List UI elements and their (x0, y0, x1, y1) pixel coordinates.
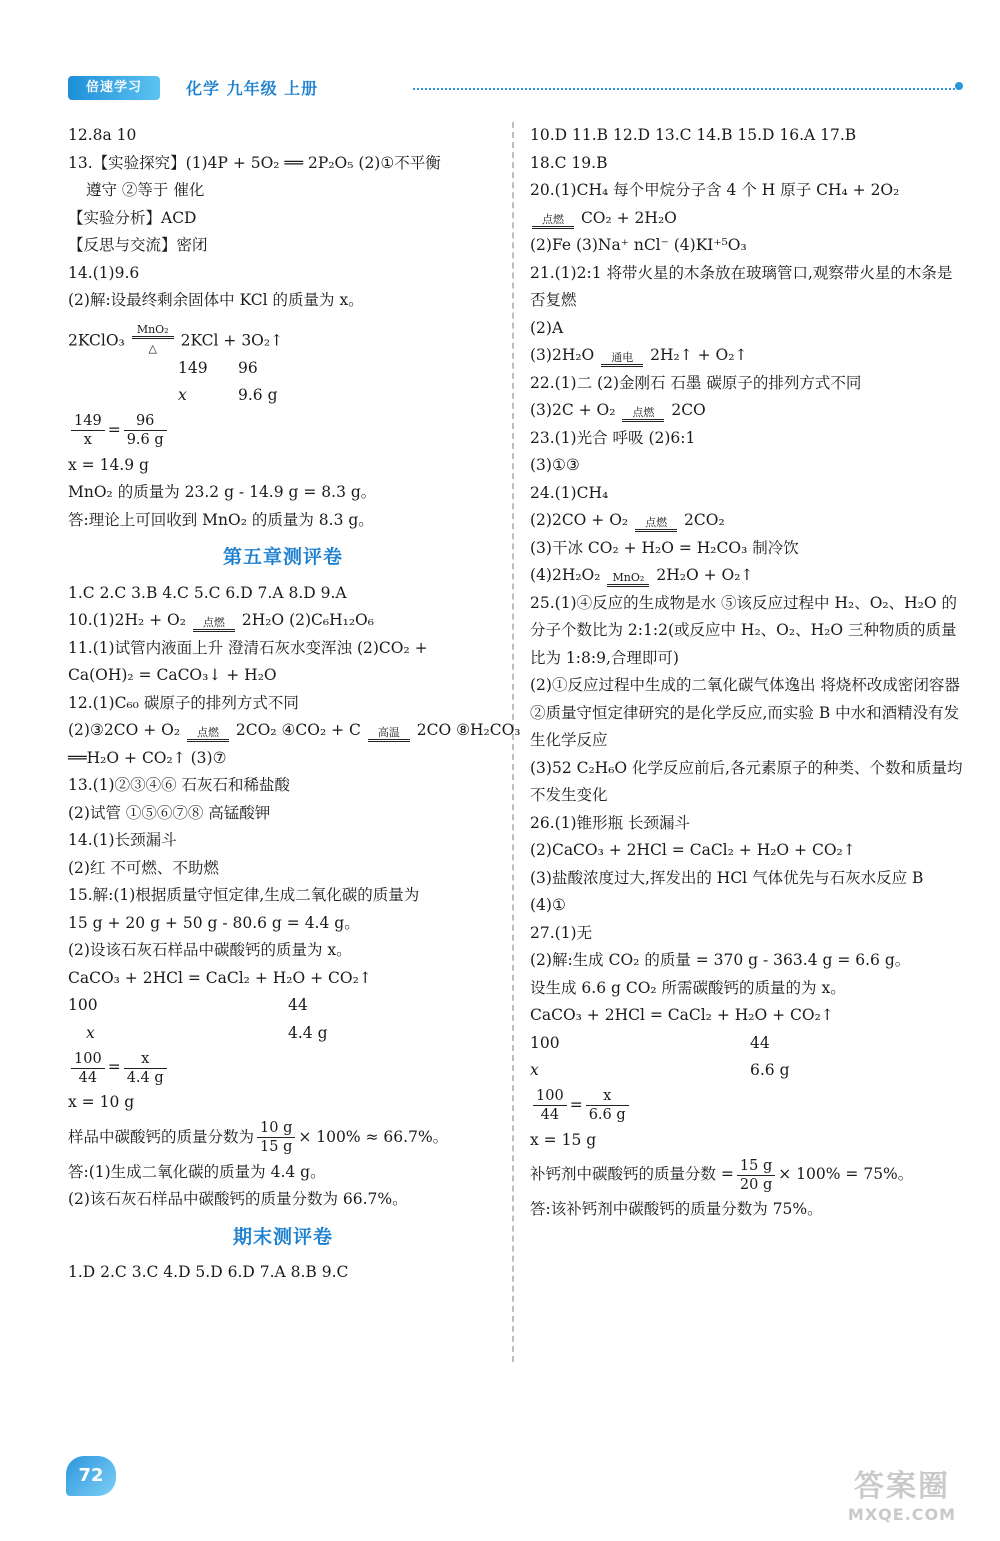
answer-line: 21.(1)2:1 将带火星的木条放在玻璃管口,观察带火星的木条是否复燃 (530, 263, 953, 309)
ratio-line: 100 44 (68, 996, 308, 1014)
answer-line: 15.解:(1)根据质量守恒定律,生成二氧化碳的质量为 (68, 886, 420, 904)
page-header (68, 72, 963, 102)
ratio-line: x 9.6 g (178, 386, 278, 404)
answer-line: 【实验分析】ACD (68, 208, 197, 227)
header-title: 化学 九年级 上册 (186, 79, 319, 98)
equation-line: CaCO₃ + 2HCl = CaCl₂ + H₂O + CO₂↑ (530, 1006, 834, 1024)
equation-line: (2)③2CO + O₂ 点燃 2CO₂ ④CO₂ + C 高温 2CO ⑧H₂CO₃ (68, 717, 498, 745)
answer-line: 1.C 2.C 3.B 4.C 5.C 6.D 7.A 8.D 9.A (68, 583, 347, 602)
answer-line: (2)解:设最终剩余固体中 KCl 的质量为 x。 (68, 291, 364, 309)
reaction-condition: 高温 (368, 726, 410, 745)
answer-line: 26.(1)锥形瓶 长颈漏斗 (530, 813, 691, 832)
equation-line: (2)2CO + O₂ 点燃 2CO₂ (530, 507, 965, 535)
reaction-condition: 点燃 (193, 616, 235, 635)
reaction-condition: MnO₂ (607, 571, 649, 590)
answer-line: (2)①反应过程中生成的二氧化碳气体逸出 将烧杯改成密闭容器 ②质量守恒定律研究的是化学反应,而实验 B 中水和酒精没有发生化学反应 (530, 676, 960, 749)
equation-line: 10.(1)2H₂ + O₂ 点燃 2H₂O (2)C₆H₁₂O₆ (68, 607, 498, 635)
answer-line: 15 g + 20 g + 50 g - 80.6 g = 4.4 g。 (68, 913, 360, 932)
answer-line: 答:(1)生成二氧化碳的质量为 4.4 g。 (68, 1162, 326, 1181)
answer-line: 10.D 11.B 12.D 13.C 14.B 15.D 16.A 17.B (530, 126, 857, 144)
answer-line: 23.(1)光合 呼吸 (2)6:1 (530, 428, 696, 447)
answer-line: ══H₂O + CO₂↑ (3)⑦ (68, 748, 227, 767)
answer-line: (2)红 不可燃、不助燃 (68, 858, 219, 877)
equation-line: 点燃 CO₂ + 2H₂O (530, 205, 965, 233)
reaction-condition: 点燃 (532, 213, 574, 232)
equation-line: (2)CaCO₃ + 2HCl = CaCl₂ + H₂O + CO₂↑ (530, 841, 856, 859)
ratio-line: x 4.4 g (86, 1023, 328, 1042)
header-badge: 倍速学习 (68, 76, 160, 100)
answer-line: 25.(1)④反应的生成物是水 ⑤该反应过程中 H₂、O₂、H₂O 的分子个数比为 2:1:2(或反应中 H₂、O₂、H₂O 三种物质的质量比为 1:8:9,合理即可) (530, 593, 957, 667)
left-column (68, 122, 521, 1287)
watermark-logo: 答案圈 MXQE.COM (847, 1469, 957, 1524)
answer-line: 14.(1)9.6 (68, 263, 140, 282)
answer-line: 12.(1)C₆₀ 碳原子的排列方式不同 (68, 693, 299, 712)
header-dot-icon (955, 82, 963, 90)
reaction-condition: 通电 (601, 351, 643, 370)
answer-line: (3)①③ (530, 456, 580, 474)
right-column (530, 122, 965, 1224)
answer-line: x = 10 g (68, 1093, 135, 1111)
answer-line: 答:该补钙剂中碳酸钙的质量分数为 75%。 (530, 1200, 823, 1218)
ratio-line: x 6.6 g (530, 1061, 790, 1079)
answer-line: 遵守 ②等于 催化 (86, 181, 205, 199)
reaction-condition: 点燃 (187, 726, 229, 745)
answer-line: 18.C 19.B (530, 153, 608, 172)
answer-line: (3)盐酸浓度过大,挥发出的 HCl 气体优先与石灰水反应 B (530, 868, 924, 887)
equation-line: (3)2H₂O 通电 2H₂↑ + O₂↑ (530, 342, 965, 370)
reaction-condition: 点燃 (635, 516, 677, 535)
answer-line: (2)设该石灰石样品中碳酸钙的质量为 x。 (68, 941, 352, 959)
answer-line: 11.(1)试管内液面上升 澄清石灰水变浑浊 (2)CO₂ + Ca(OH)₂ = CaCO₃↓ + H₂O (68, 638, 428, 684)
reaction-condition: 点燃 (622, 406, 664, 425)
column-divider (512, 122, 514, 1362)
answer-line: (2)试管 ①⑤⑥⑦⑧ 高锰酸钾 (68, 803, 271, 822)
answer-line: 22.(1)二 (2)金刚石 石墨 碳原子的排列方式不同 (530, 373, 862, 392)
answer-line: 24.(1)CH₄ (530, 483, 609, 502)
answer-line: MnO₂ 的质量为 23.2 g - 14.9 g = 8.3 g。 (68, 483, 377, 501)
answer-line: 20.(1)CH₄ 每个甲烷分子含 4 个 H 原子 CH₄ + 2O₂ (530, 181, 900, 199)
header-dotted-rule (413, 88, 955, 90)
answer-line: (3)干冰 CO₂ + H₂O = H₂CO₃ 制冷饮 (530, 538, 799, 557)
answer-line: 答:理论上可回收到 MnO₂ 的质量为 8.3 g。 (68, 510, 374, 529)
fraction-equation: $\frac{149}{x}$ = $\frac{96}{9.6 g}$ (68, 410, 498, 452)
answer-line: 27.(1)无 (530, 923, 593, 942)
answer-line: 设生成 6.6 g CO₂ 所需碳酸钙的质量的为 x。 (530, 978, 846, 997)
fraction-equation: $\frac{100}{44}$ = $\frac{x}{6.6 g}$ (530, 1085, 965, 1127)
answer-line: x = 14.9 g (68, 455, 149, 474)
answer-line: 13.【实验探究】(1)4P + 5O₂ ══ 2P₂O₅ (2)①不平衡 (68, 153, 441, 172)
equation-line: 2KClO₃ MnO₂ △ 2KCl + 3O₂↑ (68, 322, 284, 355)
page-number: 72 (66, 1456, 116, 1496)
answer-line: (2)解:生成 CO₂ 的质量 = 370 g - 363.4 g = 6.6 g。 (530, 951, 911, 969)
fraction-equation: 补钙剂中碳酸钙的质量分数 = $\frac{15 g}{20 g}$ × 100% = 75%。 (530, 1157, 914, 1193)
answer-line: 1.D 2.C 3.C 4.D 5.D 6.D 7.A 8.B 9.C (68, 1263, 349, 1281)
section-title-chapter5: 第五章测评卷 (222, 546, 343, 568)
fraction-equation: $\frac{100}{44}$ = $\frac{x}{4.4 g}$ (68, 1047, 498, 1089)
answer-line: (4)① (530, 896, 566, 914)
reaction-condition: MnO₂ △ (132, 323, 174, 355)
answer-line: 【反思与交流】密闭 (68, 236, 208, 254)
fraction-equation: 样品中碳酸钙的质量分数为 $\frac{10 g}{15 g}$ × 100% ≈ 66.7%。 (68, 1120, 449, 1155)
ratio-line: 100 44 (530, 1033, 770, 1052)
equation-line: (4)2H₂O₂ MnO₂ 2H₂O + O₂↑ (530, 562, 965, 590)
answer-line: x = 15 g (530, 1130, 597, 1149)
equation-line: CaCO₃ + 2HCl = CaCl₂ + H₂O + CO₂↑ (68, 968, 372, 987)
section-title-final: 期末测评卷 (232, 1225, 333, 1248)
answer-line: (3)52 C₂H₆O 化学反应前后,各元素原子的种类、个数和质量均不发生变化 (530, 758, 963, 804)
answer-line: 12.8a 10 (68, 126, 137, 144)
answer-line: 14.(1)长颈漏斗 (68, 831, 177, 849)
equation-line: (3)2C + O₂ 点燃 2CO (530, 397, 965, 425)
ratio-line: 149 96 (178, 358, 258, 377)
answer-line: (2)该石灰石样品中碳酸钙的质量分数为 66.7%。 (68, 1190, 408, 1208)
answer-line: (2)Fe (3)Na⁺ nCl⁻ (4)KI⁺⁵O₃ (530, 236, 747, 254)
answer-line: (2)A (530, 318, 564, 337)
answer-line: 13.(1)②③④⑥ 石灰石和稀盐酸 (68, 776, 291, 794)
